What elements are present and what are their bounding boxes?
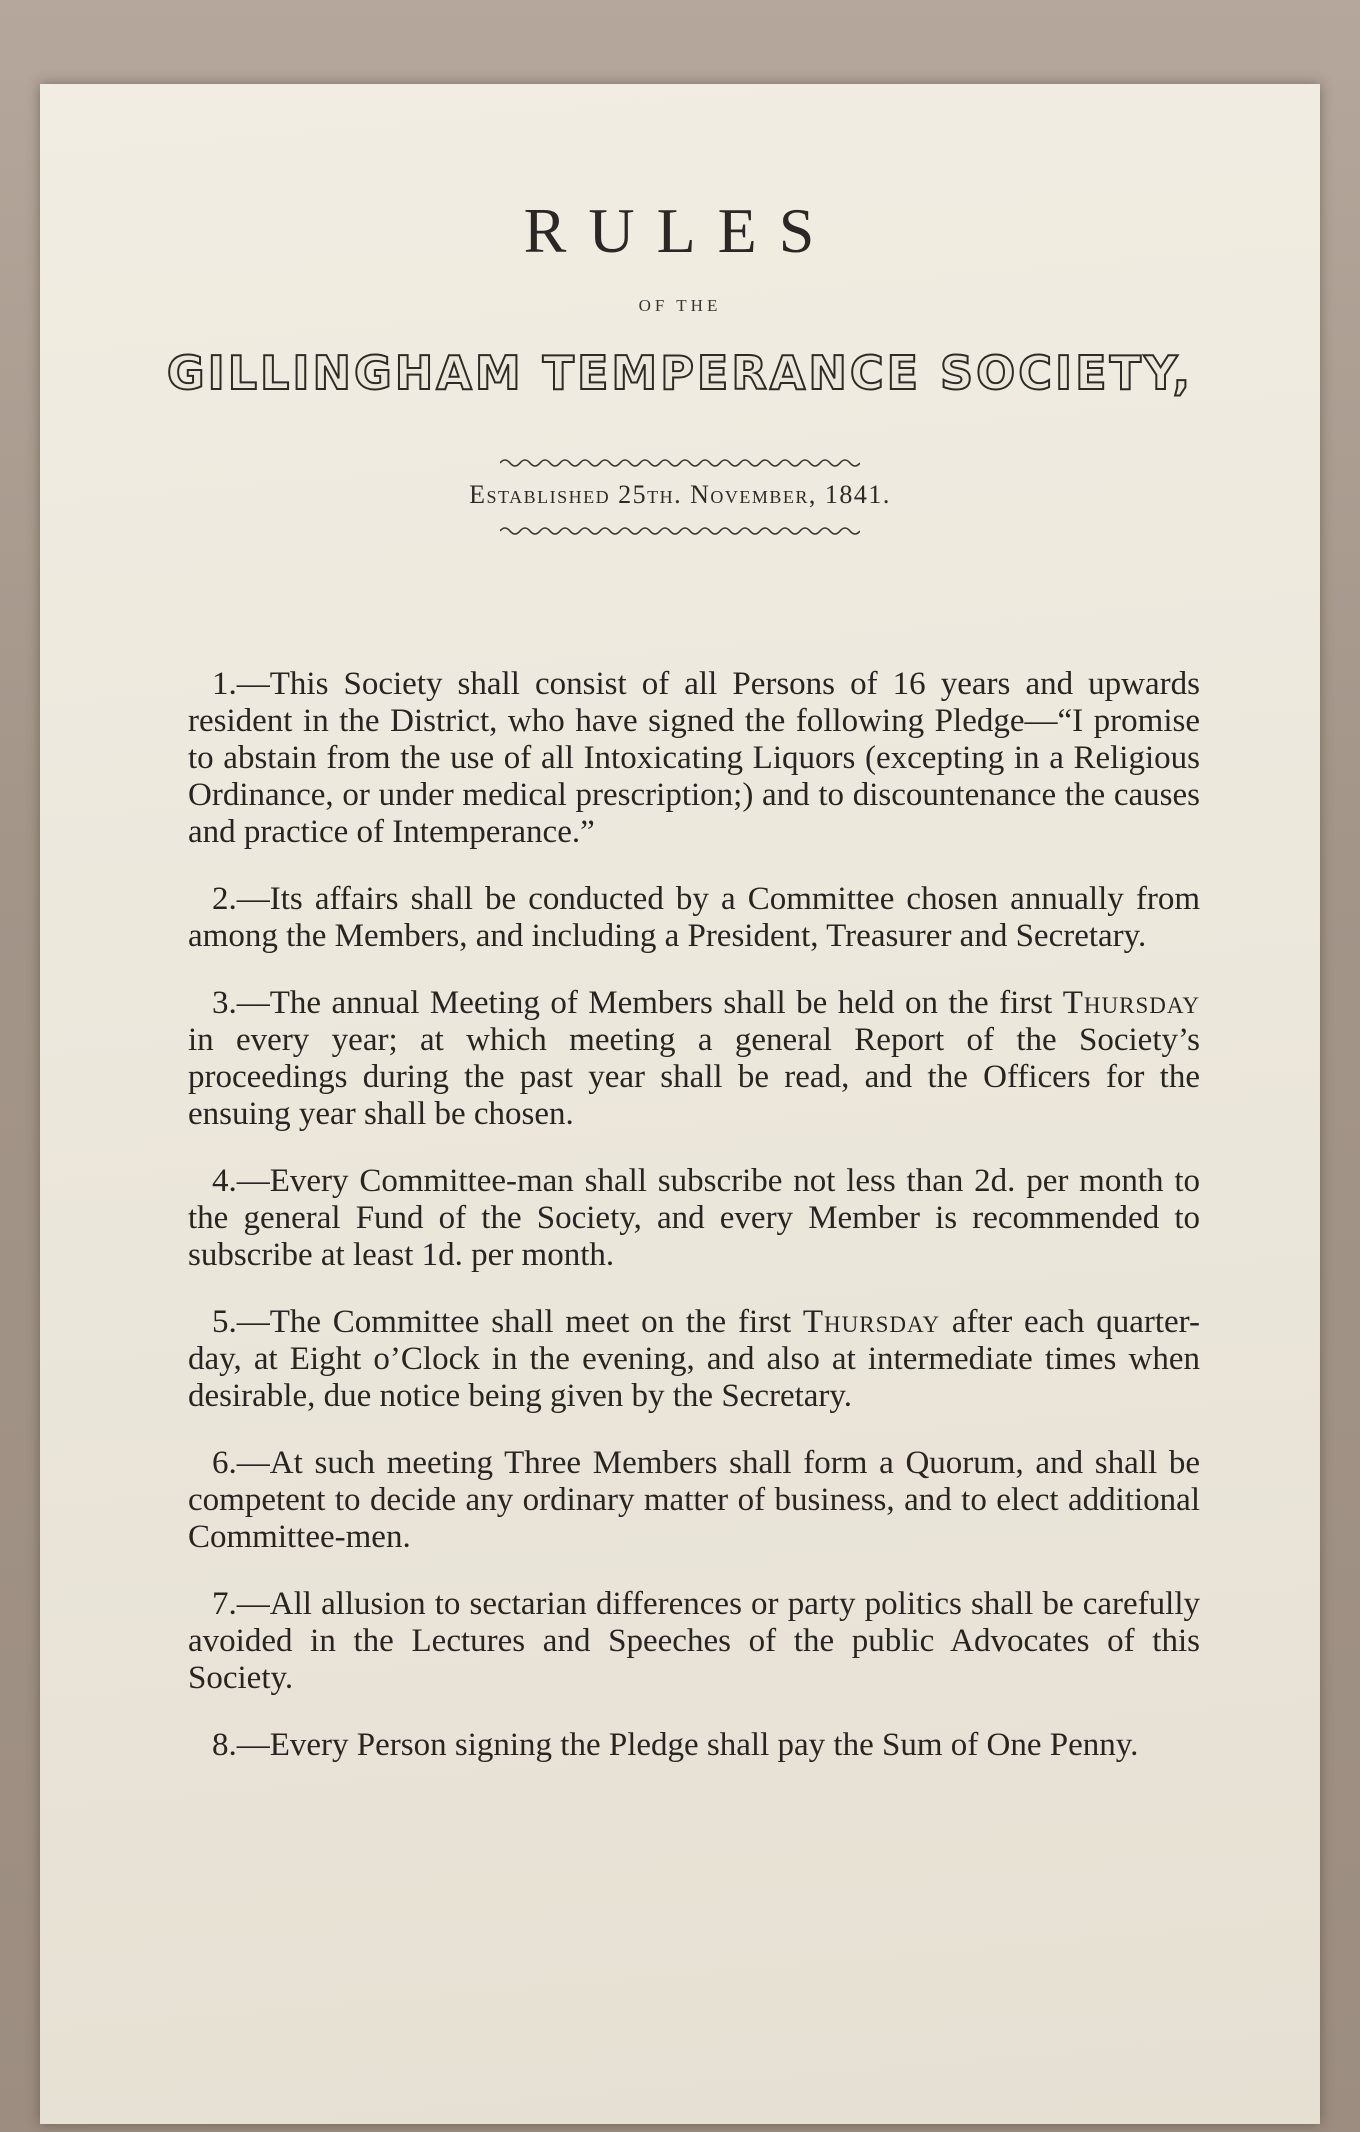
rules-list (188, 666, 1200, 1794)
rule-5 (188, 1304, 1200, 1415)
rule-3-thursday: Thursday (1062, 985, 1200, 1021)
rule-4: 4.—Every Committee-man shall subscribe not less than 2d. per month to the general Fund of the Society, and every Member is recommended to subscribe at least 1d. per month. (188, 1163, 1200, 1273)
of-the-label: OF THE (638, 296, 722, 315)
rule-7: 7.—All allusion to sectarian differences or party politics shall be carefully avoided in the Lectures and Speeches of the public Advocates of this Society. (188, 1586, 1200, 1696)
rule-2: 2.—Its affairs shall be conducted by a Committee chosen annually from among the Members, and including a President, Treasurer and Secretary. (188, 881, 1200, 954)
rule-3-text-end: in every year; at which meeting a general Report of the Society’s proceedings during the past year shall be read, and the Officers for the ensuing year shall be chosen. (188, 1022, 1200, 1132)
rule-3-text-start: 3.—The annual Meeting of Members shall be held on the first (212, 985, 1063, 1021)
wavy-rule-top (500, 456, 860, 470)
document-title: RULES (523, 195, 837, 266)
rule-3 (188, 985, 1200, 1133)
rule-5-text-end: after each quarter-day, at Eight o’Clock in the evening, and also at intermediate times when desirable, due notice being given by the Secretary. (188, 1304, 1201, 1414)
document-page (40, 84, 1320, 2124)
rule-1: 1.—This Society shall consist of all Persons of 16 years and upwards resident in the District, who have signed the following Pledge—“I promise to abstain from the use of all Intoxicating Liquors (excepting in a Religious Ordinance, or under medical prescription;) and to discountenance the causes and practice of Intemperance.” (188, 666, 1200, 850)
established-line: Established 25th. November, 1841. (469, 480, 891, 509)
rule-5-text-start: 5.—The Committee shall meet on the first (212, 1304, 803, 1340)
society-name: GILLINGHAM TEMPERANCE SOCIETY, (166, 346, 1194, 400)
rule-5-thursday: Thursday (802, 1304, 941, 1340)
rule-6: 6.—At such meeting Three Members shall form a Quorum, and shall be competent to decide any ordinary matter of business, and to elect additional Committee-men. (188, 1445, 1200, 1555)
rule-8: 8.—Every Person signing the Pledge shall pay the Sum of One Penny. (212, 1727, 1139, 1763)
wavy-rule-bottom (500, 524, 860, 538)
